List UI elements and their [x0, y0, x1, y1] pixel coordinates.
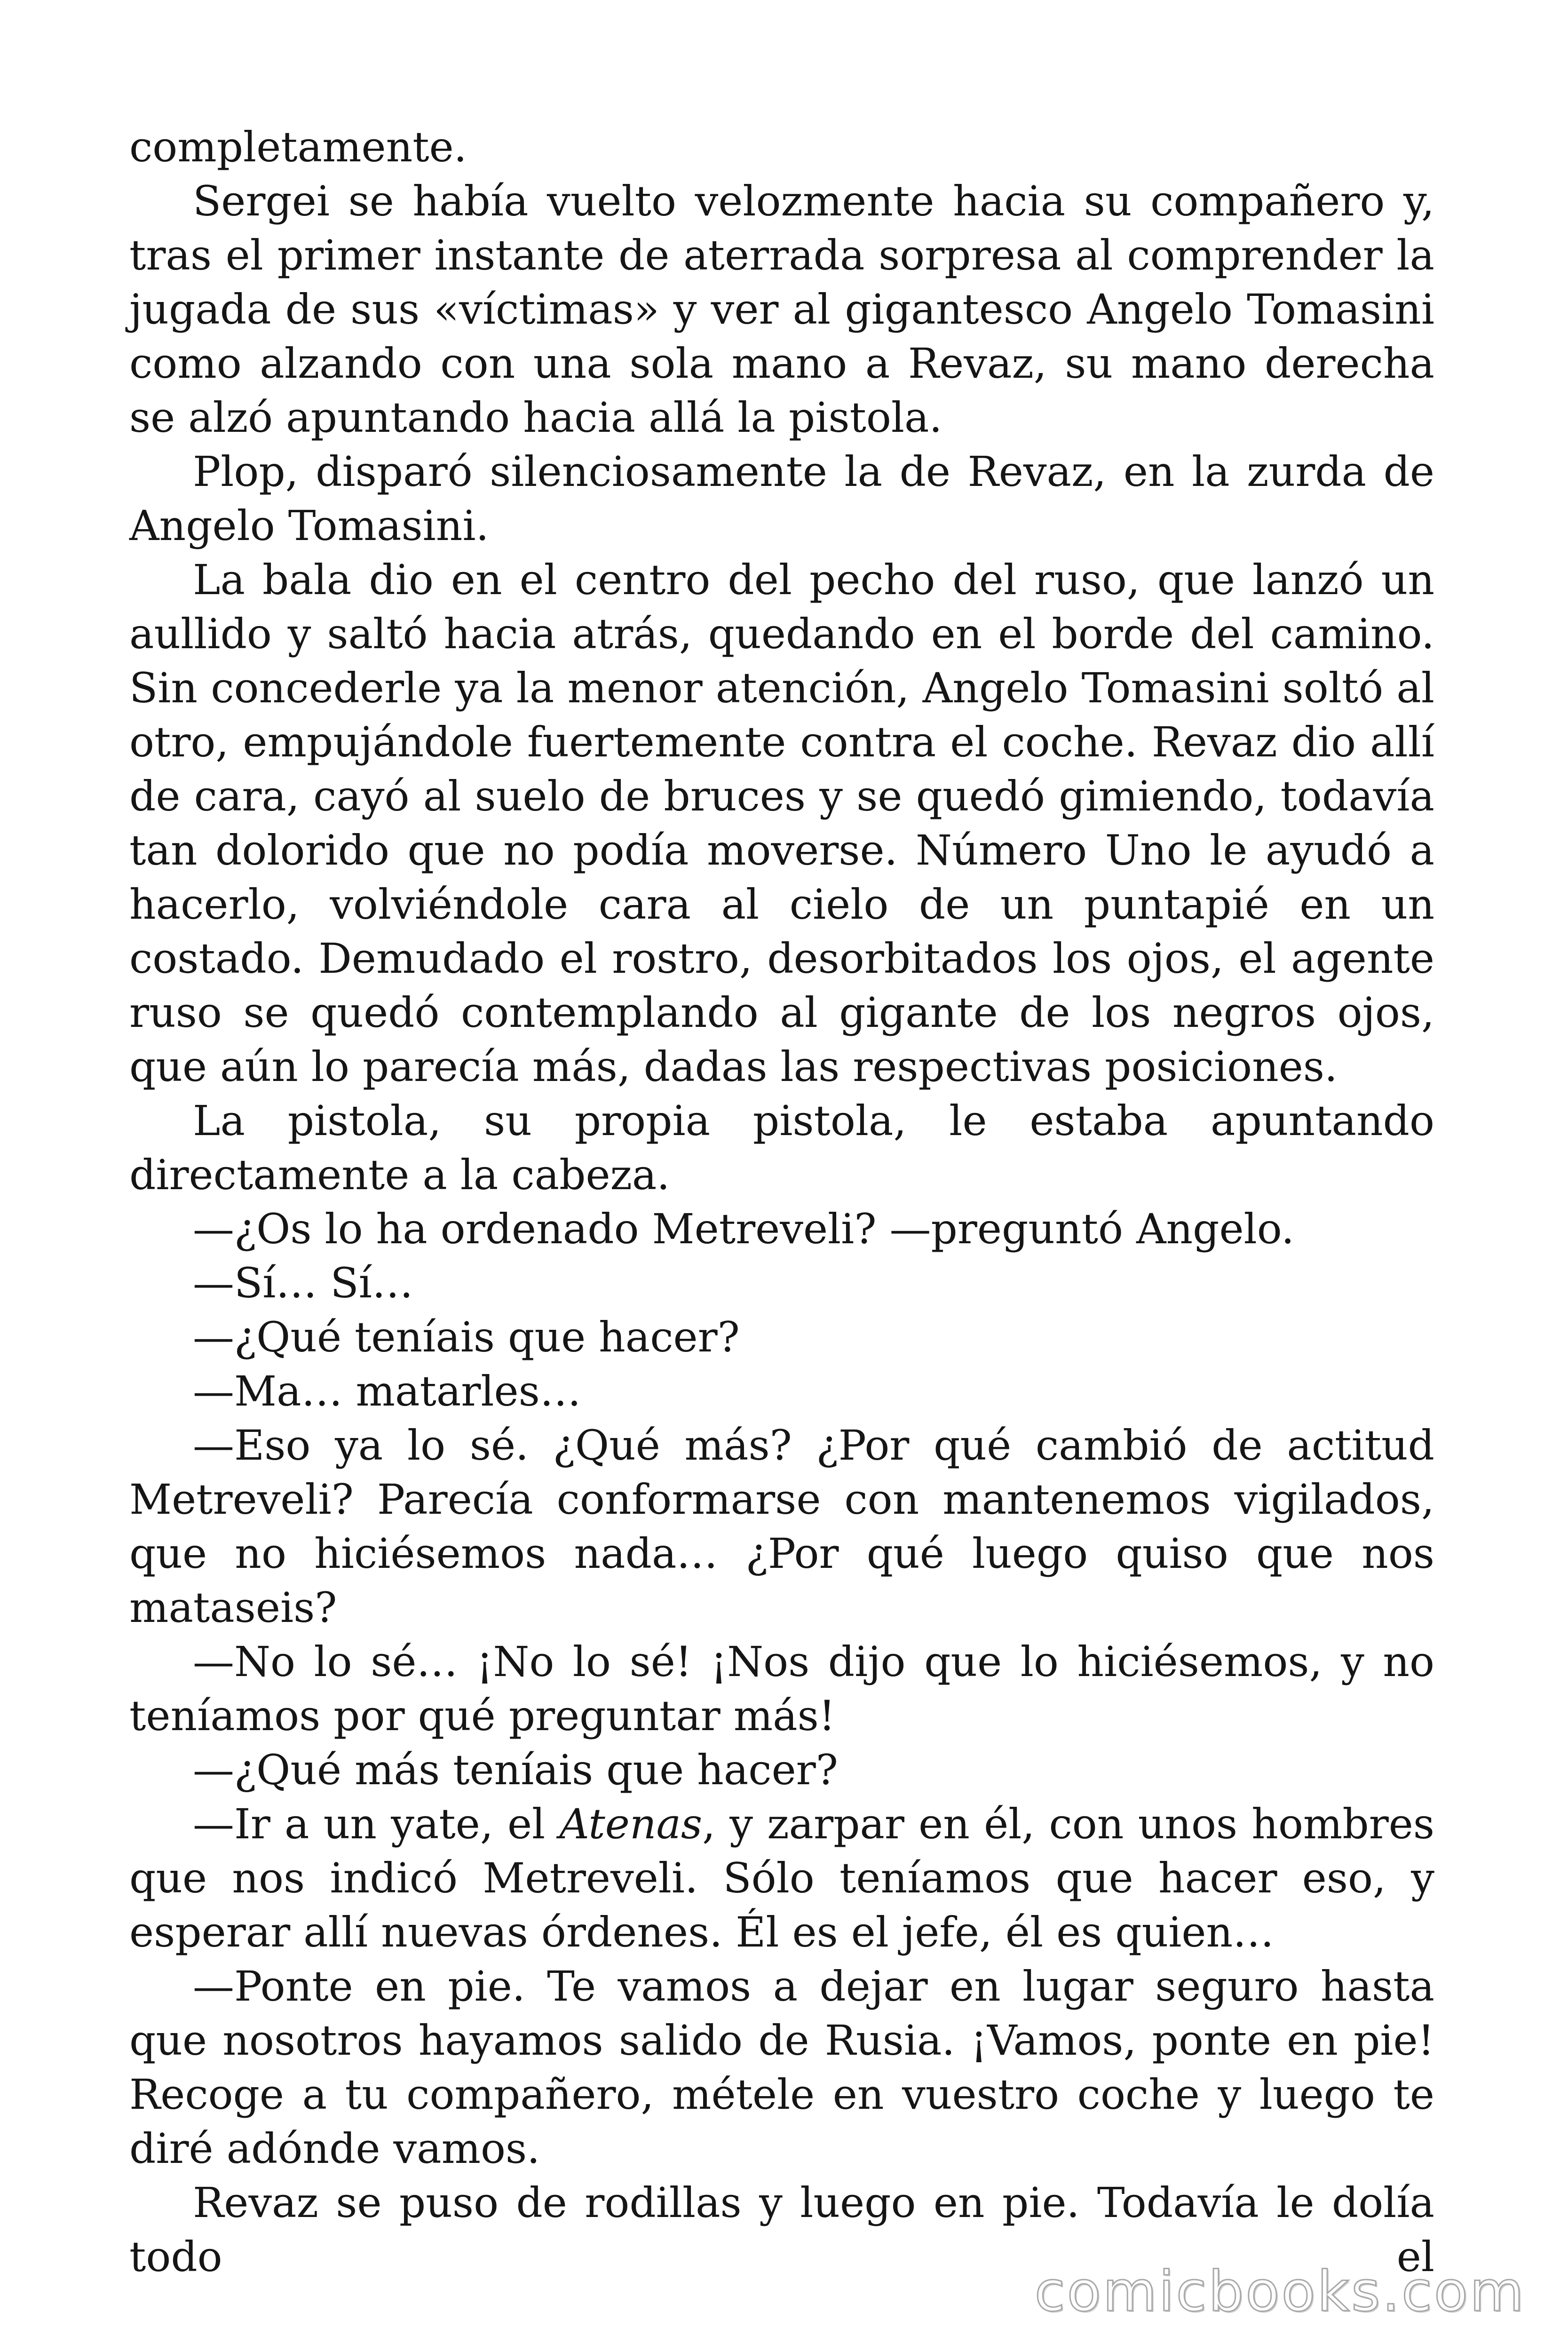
- text-segment: —Ir a un yate, el: [193, 1800, 560, 1848]
- paragraph: Plop, disparó silenciosamente la de Revaz, en la zurda de Angelo Tomasini.: [129, 447, 1434, 550]
- dialogue-line: —¿Qué más teníais que hacer?: [193, 1746, 838, 1794]
- dialogue-line: —Ponte en pie. Te vamos a dejar en lugar seguro hasta que nosotros hayamos salido de Rusia. ¡Vamos, ponte en pie! Recoge a tu compañero, métele en vuestro coche y luego te diré adónde vamos.: [129, 1962, 1434, 2173]
- dialogue-line: —No lo sé… ¡No lo sé! ¡Nos dijo que lo hiciésemos, y no teníamos por qué preguntar más!: [129, 1637, 1434, 1740]
- paragraph: Sergei se había vuelto velozmente hacia su compañero y, tras el primer instante de aterrada sorpresa al comprender la jugada de sus «víctimas» y ver al gigantesco Angelo Tomasini como alzando con una sola mano a Revaz, su mano derecha se alzó apuntando hacia allá la pistola.: [129, 177, 1434, 442]
- paragraph: La bala dio en el centro del pecho del ruso, que lanzó un aullido y saltó hacia atrás, quedando en el borde del camino. Sin concederle ya la menor atención, Angelo Tomasini soltó al otro, empujándole fuertemente contra el coche. Revaz dio allí de cara, cayó al suelo de bruces y se quedó gimiendo, todavía tan dolorido que no podía moverse. Número Uno le ayudó a hacerlo, volviéndole cara al cielo de un puntapié en un costado. Demudado el rostro, desorbitados los ojos, el agente ruso se quedó contemplando al gigante de los negros ojos, que aún lo parecía más, dadas las respectivas posiciones.: [129, 556, 1434, 1091]
- dialogue-line: —Eso ya lo sé. ¿Qué más? ¿Por qué cambió de actitud Metreveli? Parecía conformarse con mantenemos vigilados, que no hiciésemos nada… ¿Por qué luego quiso que nos mataseis?: [129, 1421, 1434, 1632]
- dialogue-line: —¿Os lo ha ordenado Metreveli? —preguntó Angelo.: [193, 1205, 1295, 1253]
- paragraph: La pistola, su propia pistola, le estaba apuntando directamente a la cabeza.: [129, 1097, 1434, 1199]
- dialogue-line: —¿Qué teníais que hacer?: [193, 1313, 740, 1361]
- watermark-logo: comicbooks.com: [1034, 2259, 1526, 2324]
- text-segment: , y zarpar en él, con unos hombres que nos indicó Metreveli. Sólo teníamos que hacer eso, y esperar allí nuevas órdenes. Él es el jefe, él es quien…: [129, 1800, 1435, 1956]
- paragraph: completamente.: [129, 123, 467, 171]
- page-body: [129, 120, 1434, 2284]
- paragraph: Revaz se puso de rodillas y luego en pie. Todavía le dolía todo el: [129, 2178, 1434, 2281]
- ship-name-italic: Atenas: [559, 1800, 703, 1848]
- dialogue-line: —Sí… Sí…: [193, 1259, 413, 1307]
- dialogue-line-atenas: [129, 1797, 1434, 1959]
- dialogue-line: —Ma… matarles…: [193, 1367, 581, 1415]
